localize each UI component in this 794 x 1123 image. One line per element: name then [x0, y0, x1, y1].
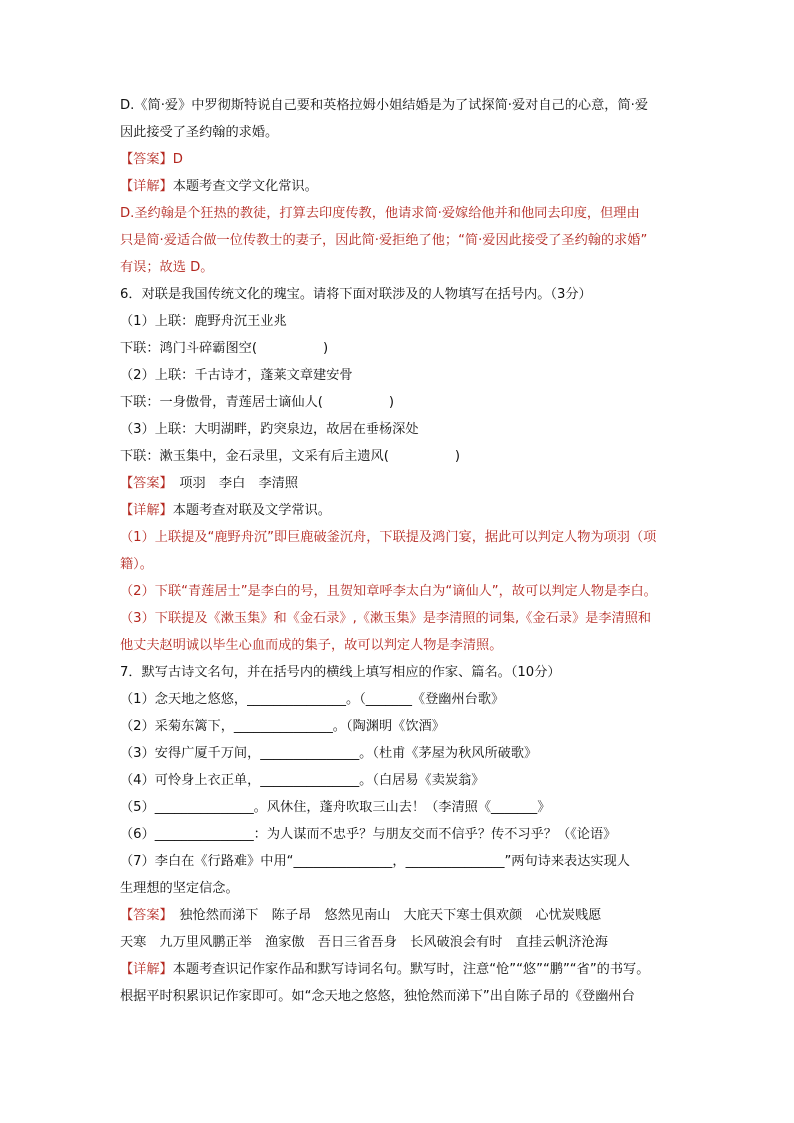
question-line: （1）上联：鹿野舟沉王业兆	[120, 314, 287, 329]
question-6-title: 6．对联是我国传统文化的瑰宝。请将下面对联涉及的人物填写在括号内。（3分）	[120, 287, 592, 302]
detail-line	[120, 961, 680, 979]
explanation-line: （3）下联提及《漱玉集》和《金石录》,《漱玉集》是李清照的词集,《金石录》是李清照和	[120, 611, 652, 626]
text-line: D.《简·爱》中罗彻斯特说自己要和英格拉姆小姐结婚是为了试探简·爱对自己的心意，简·爱	[120, 98, 649, 113]
explanation-line: D.圣约翰是个狂热的教徒，打算去印度传教，他请求简·爱嫁给他并和他同去印度，但理由	[120, 206, 640, 221]
answer-line	[120, 907, 680, 925]
explanation-line: 有误；故选 D。	[120, 260, 214, 275]
question-line: （5）_______________。风休住，蓬舟吹取三山去！（李清照《_______》	[120, 800, 551, 815]
question-line: （2）上联：千古诗才，蓬莱文章建安骨	[120, 368, 353, 383]
explanation-line: 只是简·爱适合做一位传教士的妻子，因此简·爱拒绝了他；“简·爱因此接受了圣约翰的求婚”	[120, 233, 648, 248]
question-line: （6）_______________：为人谋而不忠乎？与朋友交而不信乎？传不习乎？（《论语》	[120, 827, 617, 842]
answer-line: 【答案】D	[120, 152, 183, 167]
question-line: 下联：漱玉集中，金石录里，文采有后主遗风( )	[120, 449, 460, 464]
explanation-line: （2）下联“青莲居士”是李白的号，且贺知章呼李太白为“谪仙人”，故可以判定人物是李白。	[120, 584, 657, 599]
section-text: 项羽 李白 李清照	[166, 476, 299, 491]
question-line: 下联：鸿门斗碎霸图空( )	[120, 341, 329, 356]
explanation-line: 他丈夫赵明诚以毕生心血而成的集子，故可以判定人物是李清照。	[120, 638, 503, 653]
section-text: 本题考查对联及文学常识。	[172, 503, 331, 518]
section-text: 独怆然而涕下 陈子昂 悠然见南山 大庇天下寒士俱欢颜 心忧炭贱愿	[166, 908, 602, 923]
question-line: 生理想的坚定信念。	[120, 881, 239, 896]
detail-line	[120, 502, 680, 520]
explanation-line: （1）上联提及“鹿野舟沉”即巨鹿破釜沉舟，下联提及鸿门宴，据此可以判定人物为项羽（项	[120, 530, 657, 545]
section-label: 【详解】	[120, 179, 173, 194]
section-text: 本题考查文学文化常识。	[172, 179, 318, 194]
section-label: 【详解】	[120, 962, 173, 977]
answer-line: 天寒 九万里风鹏正举 渔家傲 吾日三省吾身 长风破浪会有时 直挂云帆济沧海	[120, 935, 608, 950]
question-line: （2）采菊东篱下，_______________。（陶渊明《饮酒》	[120, 719, 445, 734]
question-line: （3）安得广厦千万间，_______________。（杜甫《茅屋为秋风所破歌》	[120, 746, 538, 761]
question-line: 下联：一身傲骨，青莲居士谪仙人( )	[120, 395, 395, 410]
question-line: （7）李白在《行路难》中用“_______________，_______________”两句诗来表达实现人	[120, 854, 630, 869]
answer-line	[120, 475, 680, 493]
question-line: （3）上联：大明湖畔，趵突泉边，故居在垂杨深处	[120, 422, 419, 437]
question-line: （1）念天地之悠悠，_______________。（_______《登幽州台歌》	[120, 692, 505, 707]
section-label: 【答案】	[120, 908, 167, 923]
detail-line	[120, 178, 680, 196]
section-label: 【答案】	[120, 476, 167, 491]
section-text: 本题考查识记作家作品和默写诗词名句。默写时，注意“怆”“悠”“鹏”“省”的书写。	[172, 962, 650, 977]
section-label: 【详解】	[120, 503, 173, 518]
question-7-title: 7．默写古诗文名句，并在括号内的横线上填写相应的作家、篇名。（10分）	[120, 665, 561, 680]
question-line: （4）可怜身上衣正单，_______________。（白居易《卖炭翁》	[120, 773, 485, 788]
explanation-line: 籍）。	[120, 557, 153, 572]
detail-line: 根据平时积累识记作家即可。如“念天地之悠悠，独怆然而涕下”出自陈子昂的《登幽州台	[120, 989, 635, 1004]
text-line: 因此接受了圣约翰的求婚。	[120, 125, 279, 140]
